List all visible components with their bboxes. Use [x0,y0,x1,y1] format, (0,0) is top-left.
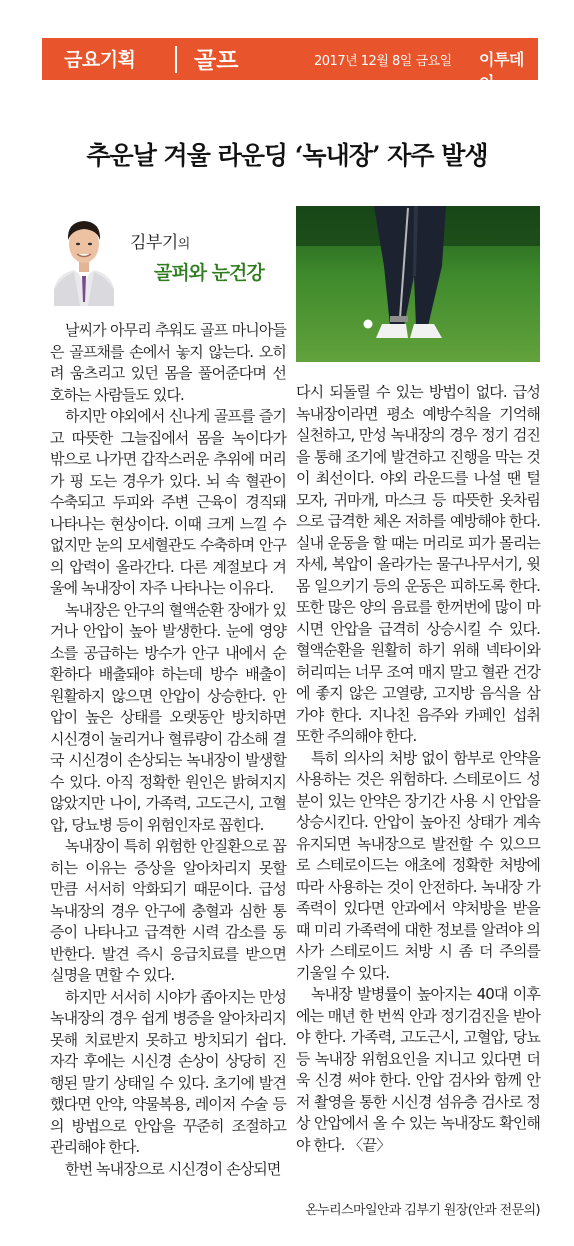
paragraph: 녹내장 발병률이 높아지는 40대 이후에는 매년 한 번씩 안과 정기검진을 받아야 한다. 가족력, 고도근시, 고혈압, 당뇨 등 녹내장 위험요인을 지니고 있다면 더욱 신경 써야 한다. 안압 검사와 함께 안저 촬영을 통한 시신경 섬유층 검사로 정상 안압에서 올 수 있는 녹내장도 확인해야 한다. 〈끝〉 [296,985,540,1154]
article-column-left [50,320,286,1180]
author-box [50,210,290,310]
author-name-suffix: 의 [177,237,190,252]
column-title: 골퍼와 눈건강 [154,262,264,284]
paragraph: 하지만 야외에서 신나게 골프를 즐기고 따뜻한 그늘집에서 몸을 녹이다가 밖으로 나가면 갑작스러운 추위에 머리가 핑 도는 경우가 있다. 뇌 속 혈관이 수축되고 두피와 주변 근육이 경직돼 나타나는 현상이다. 이때 크게 느낄 수 없지만 눈의 모세혈관도 수축하며 안구의 압력이 올라간다. 다른 계절보다 겨울에 녹내장이 자주 나타나는 이유다. [50,407,286,597]
paragraph: 특히 의사의 처방 없이 함부로 안약을 사용하는 것은 위험하다. 스테로이드 성분이 있는 안약은 장기간 사용 시 안압을 상승시킨다. 안압이 높아진 상태가 계속 유지되면 녹내장으로 발전할 수 있으므로 스테로이드는 애초에 정확한 처방에 따라 사용하는 것이 안전하다. 녹내장 가족력이 있다면 안과에서 약처방을 받을 때 미리 가족력에 대한 정보를 알려야 의사가 스테로이드 처방 시 좀 더 주의를 기울일 수 있다. [296,748,540,982]
author-name-text: 김부기 [130,233,178,253]
paragraph: 날씨가 아무리 추워도 골프 마니아들은 골프채를 손에서 놓지 않는다. 오히려 움츠리고 있던 몸을 풀어준다며 선호하는 사람들도 있다. [50,321,286,404]
publication-date: 2017년 12월 8일 금요일 [314,54,452,69]
newspaper-brand: 이투데이 [479,50,524,92]
author-signature: 온누리스마일안과 김부기 원장(안과 전문의) [305,1203,540,1218]
golf-putting-photo [296,206,540,362]
article-column-right [296,382,540,1156]
author-name [130,228,190,253]
article-headline: 추운날 겨울 라운딩 ‘녹내장’ 자주 발생 [86,141,488,170]
paragraph-continued: 다시 되돌릴 수 있는 방법이 없다. 급성 녹내장이라면 평소 예방수칙을 기억해 실천하고, 만성 녹내장의 경우 정기 검진을 통해 조기에 발견하고 진행을 막는 것이 최선이다. 야외 라운드를 나설 땐 털모자, 귀마개, 마스크 등 따뜻한 옷차림으로 급격한 체온 저하를 예방해야 한다. 실내 운동을 할 때는 머리로 피가 몰리는 자세, 복압이 올라가는 물구나무서기, 윗몸 일으키기 등의 운동은 피하도록 한다. 또한 많은 양의 음료를 한꺼번에 많이 마시면 안압을 급격히 상승시킬 수 있다. 혈액순환을 원활히 하기 위해 넥타이와 허리띠는 너무 조여 매지 말고 혈관 건강에 좋지 않은 고열량, 고지방 음식을 삼가야 한다. 지나친 음주와 카페인 섭취 또한 주의해야 한다. [296,383,540,745]
paragraph: 한번 녹내장으로 시신경이 손상되면 [65,1159,281,1178]
paragraph: 녹내장이 특히 위험한 안질환으로 꼽히는 이유는 증상을 알아차리지 못할 만큼 서서히 악화되기 때문이다. 급성 녹내장의 경우 안구에 충혈과 심한 통증이 나타나고 급격한 시력 감소를 동반한다. 발견 즉시 응급치료를 받으면 실명을 면할 수 있다. [50,837,286,984]
header-divider [175,46,177,73]
author-portrait-image [50,210,118,306]
paragraph: 녹내장은 안구의 혈액순환 장애가 있거나 안압이 높아 발생한다. 눈에 영양소를 공급하는 방수가 안구 내에서 순환하다 배출돼야 하는데 방수 배출이 원활하지 않으면 안압이 상승한다. 안압이 높은 상태를 오랫동안 방치하면 시신경이 눌리거나 혈류량이 감소해 결국 시신경이 손상되는 녹내장이 발생할 수 있다. 아직 정확한 원인은 밝혀지지 않았지만 나이, 가족력, 고도근시, 고혈압, 당뇨병 등이 위험인자로 꼽힌다. [50,600,286,834]
section-label: 금요기획 [64,49,136,71]
topic-label: 골프 [194,48,239,74]
paragraph: 하지만 서서히 시야가 좁아지는 만성 녹내장의 경우 쉽게 병증을 알아차리지 못해 치료받지 못하고 방치되기 쉽다. 자각 후에는 시신경 손상이 상당히 진행된 말기 상태일 수 있다. 초기에 발견했다면 안약, 약물복용, 레이저 수술 등의 방법으로 안압을 꾸준히 조절하고 관리해야 한다. [50,987,286,1156]
section-header-bar [42,38,538,92]
